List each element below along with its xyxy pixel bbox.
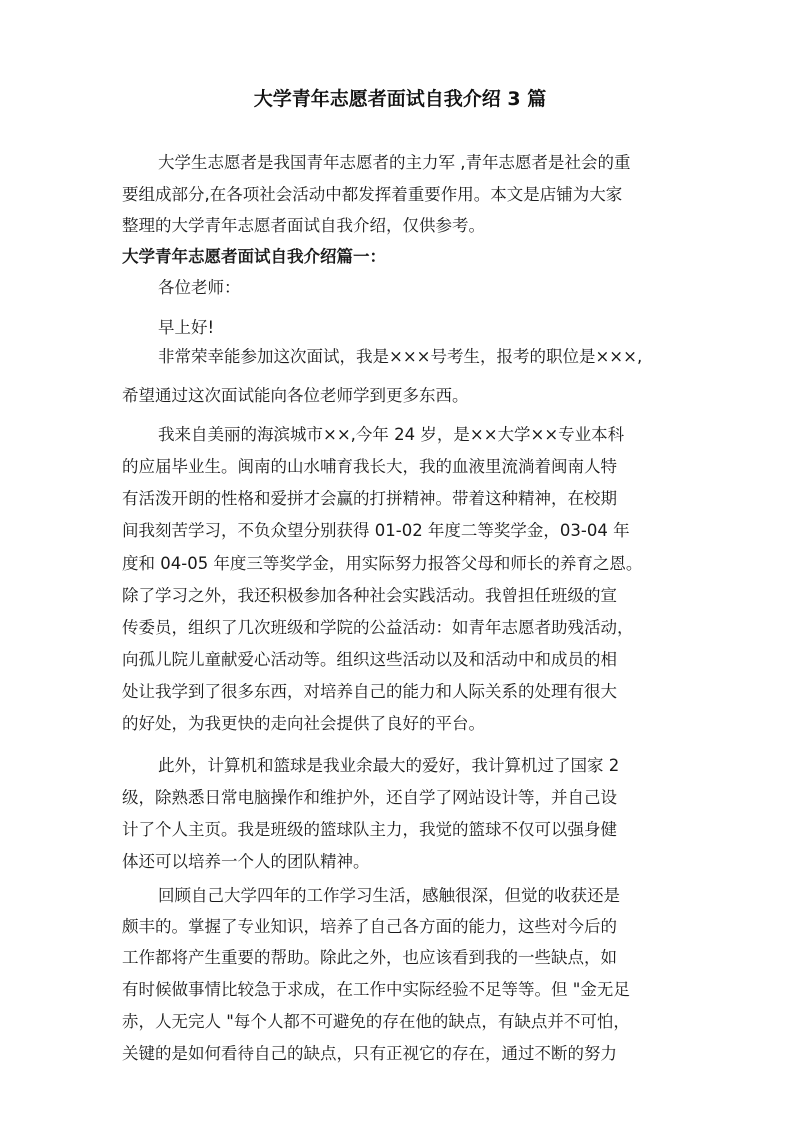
document-title: 大学青年志愿者面试自我介绍 3 篇: [253, 88, 547, 110]
text-line: 除了学习之外，我还积极参加各种社会实践活动。我曾担任班级的宣: [122, 586, 617, 605]
text-line: 颇丰的。掌握了专业知识，培养了自己各方面的能力，这些对今后的: [122, 917, 617, 936]
text-line: 关键的是如何看待自己的缺点，只有正视它的存在，通过不断的努力: [122, 1044, 617, 1063]
section-heading: 大学青年志愿者面试自我介绍篇一：: [122, 247, 386, 266]
text-line: 非常荣幸能参加这次面试，我是×××号考生，报考的职位是×××,: [158, 347, 643, 366]
text-line: 大学生志愿者是我国青年志愿者的主力军 ,青年志愿者是社会的重: [158, 153, 631, 172]
text-line: 要组成部分,在各项社会活动中都发挥着重要作用。本文是店铺为大家: [122, 185, 623, 204]
text-line: 回顾自己大学四年的工作学习生活，感触很深，但觉的收获还是: [158, 886, 620, 905]
text-line: 度和 04-05 年度三等奖学金，用实际努力报答父母和师长的养育之恩。: [122, 554, 643, 573]
text-line: 赤，人无完人 "每个人都不可避免的存在他的缺点，有缺点并不可怕，: [122, 1012, 630, 1031]
text-line: 此外，计算机和篮球是我业余最大的爱好，我计算机过了国家 2: [158, 756, 620, 775]
text-line: 传委员，组织了几次班级和学院的公益活动：如青年志愿者助残活动，: [122, 618, 634, 637]
text-line: 体还可以培养一个人的团队精神。: [122, 852, 370, 871]
text-line: 的应届毕业生。闽南的山水哺育我长大，我的血液里流淌着闽南人特: [122, 457, 617, 476]
text-line: 的好处，为我更快的走向社会提供了良好的平台。: [122, 714, 485, 733]
text-line: 级，除熟悉日常电脑操作和维护外，还自学了网站设计等，并自己设: [122, 788, 617, 807]
text-line: 间我刻苦学习，不负众望分别获得 01-02 年度二等奖学金，03-04 年: [122, 521, 630, 540]
text-line: 计了个人主页。我是班级的篮球队主力，我觉的篮球不仅可以强身健: [122, 820, 617, 839]
text-line: 有活泼开朗的性格和爱拼才会赢的打拼精神。带着这种精神，在校期: [122, 489, 617, 508]
text-line: 整理的大学青年志愿者面试自我介绍，仅供参考。: [122, 216, 485, 235]
text-line: 早上好!: [158, 318, 215, 337]
text-line: 各位老师：: [158, 278, 241, 297]
text-line: 我来自美丽的海滨城市××,今年 24 岁，是××大学××专业本科: [158, 425, 625, 444]
text-line: 处让我学到了很多东西，对培养自己的能力和人际关系的处理有很大: [122, 682, 617, 701]
text-line: 有时候做事情比较急于求成，在工作中实际经验不足等等。但 "金无足: [122, 980, 630, 999]
text-line: 向孤儿院儿童献爱心活动等。组织这些活动以及和活动中和成员的相: [122, 650, 617, 669]
text-line: 工作都将产生重要的帮助。除此之外，也应该看到我的一些缺点，如: [122, 948, 617, 967]
text-line: 希望通过这次面试能向各位老师学到更多东西。: [122, 386, 469, 405]
